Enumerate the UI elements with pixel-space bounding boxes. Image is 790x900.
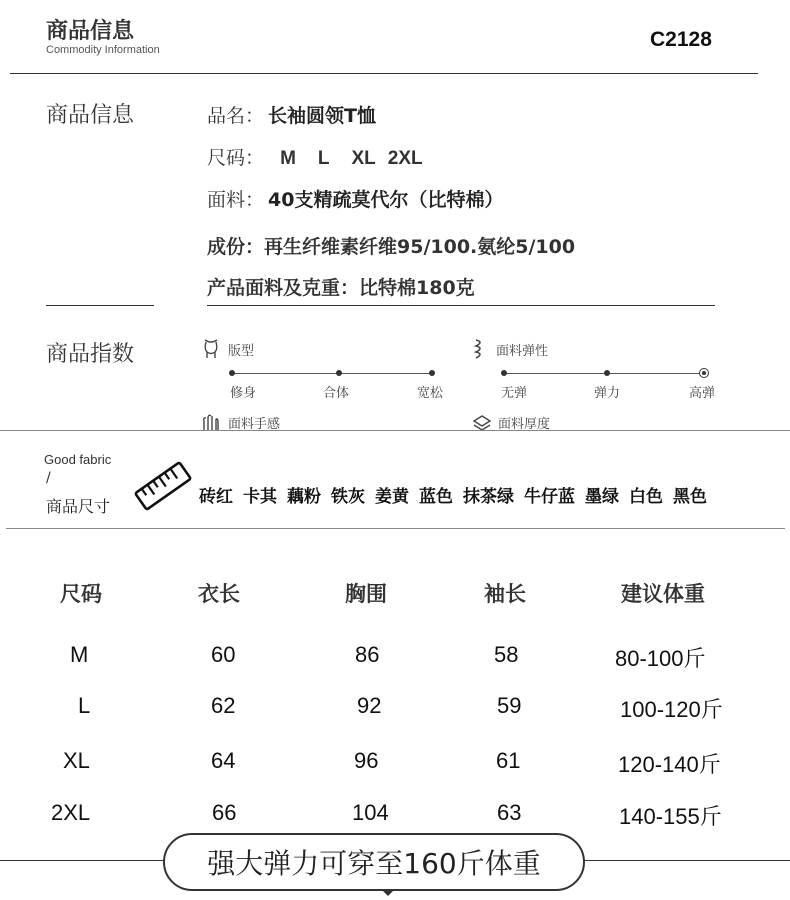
table-cell: 86 [355, 642, 380, 667]
info-weight: 产品面料及克重：比特棉180克 [207, 277, 475, 299]
table-cell: 63 [497, 800, 522, 825]
color-list [199, 482, 707, 507]
info-fabric-label: 面料： [207, 189, 265, 211]
table-cell: 61 [496, 748, 521, 773]
table-cell: M [70, 642, 89, 667]
table-cell: 120-140斤 [618, 752, 721, 777]
info-size-label: 尺码： [207, 147, 265, 169]
banner-pointer [381, 889, 395, 896]
fit-option: 宽松 [417, 386, 444, 401]
table-cell: 60 [211, 642, 236, 667]
banner-text: 强大弹力可穿至160斤体重 [207, 847, 541, 880]
table-cell: 62 [211, 693, 236, 718]
product-code: C2128 [650, 28, 712, 51]
fit-title: 版型 [228, 343, 255, 359]
ruler-icon [132, 458, 194, 518]
header-title: 商品信息 [46, 19, 135, 44]
table-cell: 96 [354, 748, 379, 773]
size-tag: L [317, 148, 330, 169]
table-header: 胸围 [345, 582, 387, 606]
color-item: 藕粉 [287, 487, 321, 507]
size-tag: M [280, 148, 296, 169]
color-item: 砖红 [199, 487, 233, 507]
info-fabric-row [207, 185, 503, 212]
color-item: 抹茶绿 [463, 487, 514, 507]
table-cell: 80-100斤 [615, 646, 706, 671]
section-label-info: 商品信息 [46, 103, 135, 128]
info-name-value: 长袖圆领T恤 [268, 105, 376, 127]
table-cell: 100-120斤 [620, 697, 723, 722]
divider [207, 305, 715, 306]
table-cell: L [78, 693, 91, 718]
thickness-index [472, 413, 550, 430]
divider [46, 305, 154, 306]
table-header: 袖长 [484, 582, 526, 606]
hand-icon [200, 413, 222, 430]
header-subtitle: Commodity Information [46, 44, 160, 56]
table-cell: XL [63, 748, 90, 773]
table-header: 尺码 [60, 582, 102, 606]
color-item: 铁灰 [331, 487, 365, 507]
hand-feel-title: 面料手感 [228, 417, 281, 430]
fit-option: 修身 [230, 386, 257, 401]
table-cell: 92 [357, 693, 382, 718]
size-label-cn: 商品尺寸 [46, 497, 111, 516]
good-fabric-label: Good fabric [44, 452, 112, 467]
color-item: 蓝色 [419, 487, 453, 507]
table-cell: 104 [352, 800, 389, 825]
color-item: 牛仔蓝 [524, 487, 575, 507]
table-cell: 64 [211, 748, 236, 773]
info-size-row [207, 143, 445, 170]
body-fit-icon [200, 338, 222, 360]
fit-option: 合体 [323, 386, 350, 401]
table-cell: 66 [212, 800, 237, 825]
elasticity-dot-selected [699, 368, 709, 378]
elasticity-index [470, 338, 548, 360]
color-item: 墨绿 [585, 487, 619, 507]
elasticity-title: 面料弹性 [496, 343, 549, 359]
size-tag: XL [351, 148, 376, 169]
elasticity-option: 无弹 [501, 386, 528, 401]
table-cell: 58 [494, 642, 519, 667]
hand-feel-index [200, 413, 280, 430]
table-header: 建议体重 [621, 582, 705, 606]
section-label-index: 商品指数 [46, 342, 135, 367]
info-name-label: 品名： [207, 105, 265, 127]
info-fabric-value: 40支精疏莫代尔（比特棉） [268, 189, 504, 211]
color-item: 黑色 [673, 487, 707, 507]
elasticity-dot [501, 370, 507, 376]
divider [0, 430, 790, 431]
table-cell: 2XL [51, 800, 91, 825]
fit-dot [229, 370, 235, 376]
size-tag: 2XL [387, 148, 423, 169]
elasticity-dot [604, 370, 610, 376]
thickness-title: 面料厚度 [498, 417, 551, 430]
fit-index [200, 338, 254, 360]
info-name-row [207, 101, 376, 128]
fit-scale-line [232, 373, 432, 374]
table-cell: 140-155斤 [619, 804, 722, 829]
color-item: 白色 [629, 487, 663, 507]
layers-icon [472, 413, 492, 430]
good-fabric-slash: / [46, 470, 51, 486]
spring-icon [470, 338, 490, 360]
color-item: 卡其 [243, 487, 277, 507]
fit-dot [336, 370, 342, 376]
info-composition: 成份：再生纤维素纤维95/100.氨纶5/100 [207, 236, 576, 258]
table-cell: 59 [497, 693, 522, 718]
elasticity-option: 高弹 [689, 386, 716, 401]
color-item: 姜黄 [375, 487, 409, 507]
banner-pill [163, 833, 585, 891]
elasticity-option: 弹力 [594, 386, 621, 401]
divider [10, 73, 758, 74]
divider [6, 528, 785, 529]
table-header: 衣长 [198, 582, 240, 606]
fit-dot [429, 370, 435, 376]
